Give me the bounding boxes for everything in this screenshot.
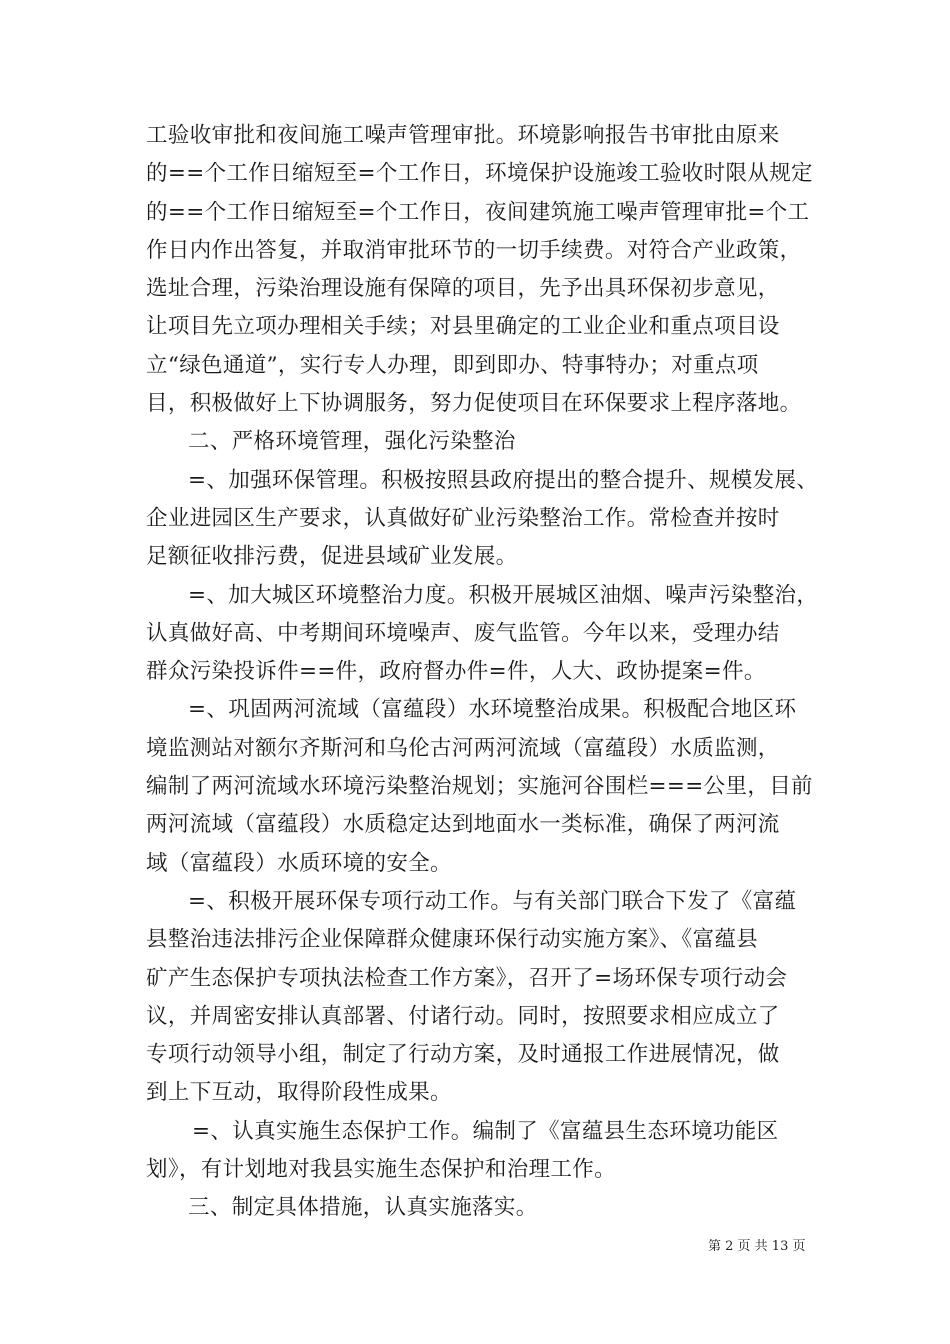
text-line: 的==个工作日缩短至=个工作日，夜间建筑施工噪声管理审批=个工 xyxy=(146,199,810,225)
text-line: 境监测站对额尔齐斯河和乌伦古河两河流域（富蕴段）水质监测， xyxy=(146,735,780,761)
body-text xyxy=(146,117,818,1228)
text-line: 到上下互动，取得阶段性成果。 xyxy=(146,1080,452,1106)
text-line: 划》，有计划地对我县实施生态保护和治理工作。 xyxy=(146,1157,616,1183)
text-line: 企业进园区生产要求，认真做好矿业污染整治工作。常检查并按时 xyxy=(146,505,780,531)
text-line: =、加强环保管理。积极按照县政府提出的整合提升、规模发展、 xyxy=(188,467,819,493)
section-heading: 三、制定具体措施，认真实施落实。 xyxy=(188,1195,538,1221)
text-line: 专项行动领导小组，制定了行动方案，及时通报工作进展情况，做 xyxy=(146,1042,780,1068)
text-line: 的==个工作日缩短至=个工作日，环境保护设施竣工验收时限从规定 xyxy=(146,161,813,187)
text-line: 选址合理，污染治理设施有保障的项目，先予出具环保初步意见， xyxy=(146,276,780,302)
text-line: =、加大城区环境整治力度。积极开展城区油烟、噪声污染整治， xyxy=(188,582,819,608)
text-line: 编制了两河流域水环境污染整治规划；实施河谷围栏===公里，目前 xyxy=(146,774,813,800)
text-line: 认真做好高、中考期间环境噪声、废气监管。今年以来，受理办结 xyxy=(146,620,780,646)
text-line: 目，积极做好上下协调服务，努力促使项目在环保要求上程序落地。 xyxy=(146,391,802,417)
text-line: 作日内作出答复，并取消审批环节的一切手续费。对符合产业政策， xyxy=(146,237,802,263)
text-line: =、认真实施生态保护工作。编制了《富蕴县生态环境功能区 xyxy=(192,1118,779,1144)
text-line: =、积极开展环保专项行动工作。与有关部门联合下发了《富蕴 xyxy=(188,888,797,914)
text-line: 群众污染投诉件==件，政府督办件=件，人大、政协提案=件。 xyxy=(146,659,766,685)
text-line: 足额征收排污费，促进县域矿业发展。 xyxy=(146,544,518,570)
text-line: 工验收审批和夜间施工噪声管理审批。环境影响报告书审批由原来 xyxy=(146,123,780,148)
text-line: 县整治违法排污企业保障群众健康环保行动实施方案》、《富蕴县 xyxy=(146,927,759,953)
text-line: 两河流域（富蕴段）水质稳定达到地面水一类标准，确保了两河流 xyxy=(146,812,780,838)
text-line: 矿产生态保护专项执法检查工作方案》，召开了=场环保专项行动会 xyxy=(146,965,788,991)
page-number-footer: 第 2 页 共 13 页 xyxy=(708,1239,806,1254)
text-line: =、巩固两河流域（富蕴段）水环境整治成果。积极配合地区环 xyxy=(188,697,797,723)
text-line: 域（富蕴段）水质环境的安全。 xyxy=(146,850,452,876)
text-line: 让项目先立项办理相关手续；对县里确定的工业企业和重点项目设 xyxy=(146,314,780,340)
text-line: 立“绿色通道”，实行专人办理，即到即办、特事特办；对重点项 xyxy=(146,352,759,378)
text-line: 议，并周密安排认真部署、付诸行动。同时，按照要求相应成立了 xyxy=(146,1003,780,1029)
section-heading: 二、严格环境管理，强化污染整治 xyxy=(188,429,516,455)
